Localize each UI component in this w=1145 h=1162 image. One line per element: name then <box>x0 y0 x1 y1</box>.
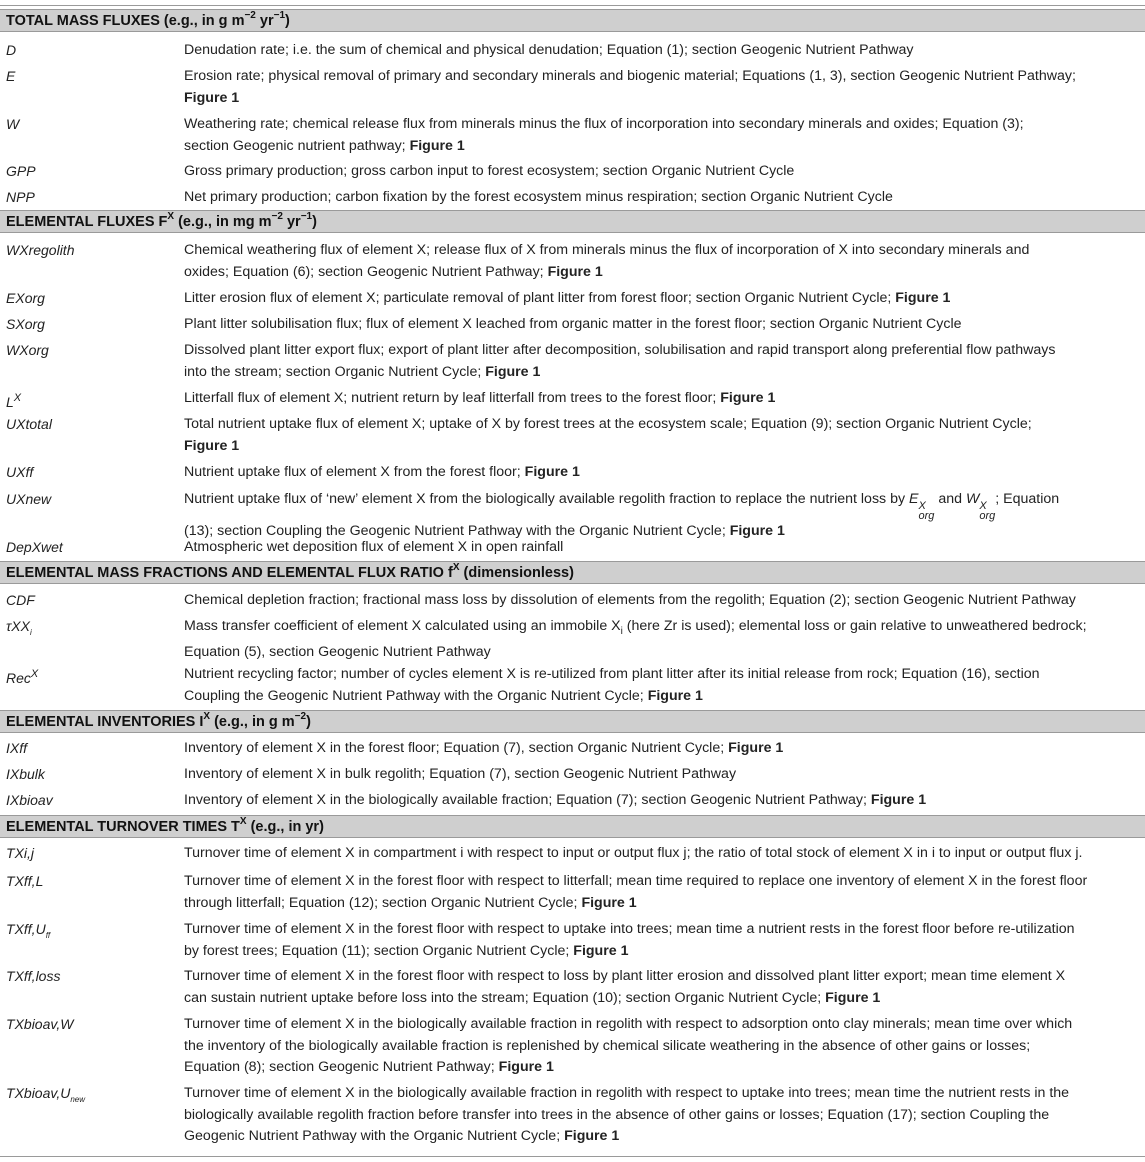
symbol: UXff <box>6 464 34 480</box>
description: Dissolved plant litter export flux; export of plant litter after decomposition, solubilisation and rapid transport along preferential flow pathways into the stream; section Organic Nutrient Cycle; Figure 1 <box>184 342 1056 380</box>
description: Turnover time of element X in the biologically available fraction in regolith with respect to adsorption onto clay minerals; mean time over which the inventory of the biologically available fraction is replenished by chemical silicate weathering in the absence of other gains or losses; Equation (8); section Geogenic Nutrient Pathway; Figure 1 <box>184 1016 1073 1075</box>
symbol: UXnew <box>6 491 52 507</box>
description: Inventory of element X in bulk regolith; Equation (7), section Geogenic Nutrient Pathway <box>184 766 737 782</box>
description: Turnover time of element X in the forest floor with respect to uptake into trees; mean time a nutrient rests in the forest floor before re-utilization by forest trees; Equation (11); section Organic Nutrient Cycle; Figure 1 <box>184 921 1075 959</box>
description: Plant litter solubilisation flux; flux of element X leached from organic matter in the forest floor; section Organic Nutrient Cycle <box>184 316 962 332</box>
symbol: IXff <box>6 740 28 756</box>
symbol: EXorg <box>6 290 45 306</box>
description: Inventory of element X in the biologically available fraction; Equation (7); section Geogenic Nutrient Pathway; Figure 1 <box>184 792 927 808</box>
symbol: IXbulk <box>6 766 45 782</box>
section-header-elemental-fluxes: ELEMENTAL FLUXES $F^X$ (e.g., in mg $m^{-2}$ $yr^{-1}$) <box>0 210 1145 233</box>
symbol: E <box>6 68 16 84</box>
description: Litter erosion flux of element X; particulate removal of plant litter from forest floor; section Organic Nutrient Cycle; Figure 1 <box>184 290 951 306</box>
description: Denudation rate; i.e. the sum of chemical and physical denudation; Equation (1); section Geogenic Nutrient Pathway <box>184 42 914 58</box>
description: Litterfall flux of element X; nutrient return by leaf litterfall from trees to the forest floor; Figure 1 <box>184 390 776 406</box>
symbol: GPP <box>6 163 36 179</box>
description: Erosion rate; physical removal of primary and secondary minerals and biogenic material; Equations (1, 3), section Geogenic Nutrient Pathway; Figure 1 <box>184 68 1076 106</box>
symbol: IXbioav <box>6 792 53 808</box>
symbol: DepXwet <box>6 539 63 555</box>
symbol: WXorg <box>6 342 49 358</box>
symbol: TXff,L <box>6 873 44 889</box>
symbol: $L^X$ <box>6 392 22 410</box>
symbol: NPP <box>6 189 35 205</box>
description: Total nutrient uptake flux of element X; uptake of X by forest trees at the ecosystem scale; Equation (9); section Organic Nutrient Cycle; Figure 1 <box>184 416 1032 454</box>
symbol: TXi,j <box>6 845 35 861</box>
description: Chemical depletion fraction; fractional mass loss by dissolution of elements from the regolith; Equation (2); section Geogenic Nutrient Pathway <box>184 592 1076 608</box>
symbol: UXtotal <box>6 416 52 432</box>
description: Turnover time of element X in the forest floor with respect to litterfall; mean time required to replace one inventory of element X in the forest floor through litterfall; Equation (12); section Organic Nutrient Cycle; Figure 1 <box>184 873 1088 911</box>
description: Atmospheric wet deposition flux of element X in open rainfall <box>184 539 564 555</box>
table-bottom-rule <box>0 1156 1145 1157</box>
section-header-mass-fractions: ELEMENTAL MASS FRACTIONS AND ELEMENTAL FLUX RATIO $f^X$ (dimensionless) <box>0 561 1145 584</box>
table-top-rule <box>0 5 1145 6</box>
description: Nutrient uptake flux of ‘new’ element X from the biologically available regolith fraction to replace the nutrient loss by E X org and W X org ; Equation (13); section Coupling the Geogenic Nutrient Pathway with the Organic Nutrient Cycle; Figure 1 <box>184 491 1060 539</box>
symbol: W <box>6 116 20 132</box>
description: Inventory of element X in the forest floor; Equation (7), section Organic Nutrient Cycle; Figure 1 <box>184 740 784 756</box>
symbol: TXbioav,W <box>6 1016 74 1032</box>
description: Turnover time of element X in the biologically available fraction in regolith with respect to uptake into trees; mean time the nutrient rests in the biologically available regolith fraction before transfer into trees in the absence of other gains or losses; Equation (17); section Coupling the Geogenic Nutrient Pathway with the Organic Nutrient Cycle; Figure 1 <box>184 1085 1070 1144</box>
section-header-inventories: ELEMENTAL INVENTORIES $I^X$ (e.g., in g $m^{-2}$) <box>0 710 1145 733</box>
description: Gross primary production; gross carbon input to forest ecosystem; section Organic Nutrient Cycle <box>184 163 795 179</box>
symbol: τXX$_i$ <box>6 618 32 637</box>
symbol: $TXff,U_{ff}$ <box>6 921 51 940</box>
symbol: CDF <box>6 592 35 608</box>
symbol: D <box>6 42 17 58</box>
description: Net primary production; carbon fixation by the forest ecosystem minus respiration; section Organic Nutrient Cycle <box>184 189 893 205</box>
symbol: SXorg <box>6 316 45 332</box>
symbol: TXff,loss <box>6 968 61 984</box>
symbol: WXregolith <box>6 242 75 258</box>
symbol: Rec$^X$ <box>6 668 39 686</box>
section-header-total-mass-fluxes: TOTAL MASS FLUXES (e.g., in g $m^{-2}$ $yr^{-1}$) <box>0 9 1145 32</box>
description: Nutrient recycling factor; number of cycles element X is re-utilized from plant litter after its initial release from rock; Equation (16), section Coupling the Geogenic Nutrient Pathway with the Organic Nutrient Cycle; Figure 1 <box>184 666 1040 704</box>
description: Nutrient uptake flux of element X from the forest floor; Figure 1 <box>184 464 580 480</box>
description: Turnover time of element X in compartment i with respect to input or output flux j; the ratio of total stock of element X in i to input or output flux j. <box>184 845 1083 861</box>
symbol: $TXbioav,U_{new}$ <box>6 1085 86 1104</box>
description: Mass transfer coefficient of element X calculated using an immobile $X_i$ (here Zr is used); elemental loss or gain relative to unweathered bedrock; Equation (5), section Geogenic Nutrient Pathway <box>184 618 1087 661</box>
section-header-turnover-times: ELEMENTAL TURNOVER TIMES $T^X$ (e.g., in yr) <box>0 815 1145 838</box>
description: Turnover time of element X in the forest floor with respect to loss by plant litter erosion and dissolved plant litter export; mean time element X can sustain nutrient uptake before loss into the stream; Equation (10); section Organic Nutrient Cycle; Figure 1 <box>184 968 1066 1006</box>
description: Chemical weathering flux of element X; release flux of X from minerals minus the flux of incorporation of X into secondary minerals and oxides; Equation (6); section Geogenic Nutrient Pathway; Figure 1 <box>184 242 1030 280</box>
description: Weathering rate; chemical release flux from minerals minus the flux of incorporation into secondary minerals and oxides; Equation (3); section Geogenic nutrient pathway; Figure 1 <box>184 116 1024 154</box>
